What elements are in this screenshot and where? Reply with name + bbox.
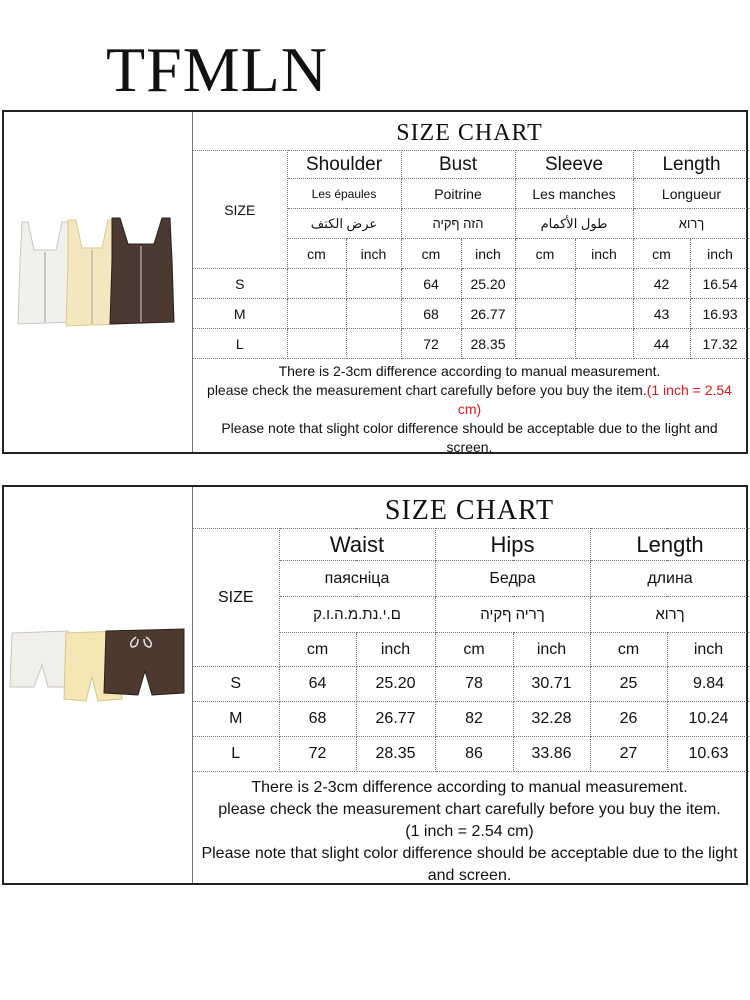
unit-cm: cm [435,633,513,667]
tops-size-sheet [193,112,746,455]
cell: 28.35 [356,737,435,772]
russian-waist: паясніца [279,561,435,597]
note-line-2-text: please check the measurement chart carefully before you buy the item. [207,382,647,398]
cell: 17.32 [690,329,750,359]
header-hips: Hips [435,529,590,561]
unit-inch: inch [513,633,590,667]
alt-length: ךרוא [633,209,750,239]
row-size: S [193,269,287,299]
note-line-1: There is 2-3cm difference according to manual measurement. [251,779,688,796]
size-chart-shorts [2,485,748,885]
measurement-note [193,362,746,457]
unit-cm: cm [515,239,575,269]
cell: 26.77 [356,702,435,737]
white-shorts [10,631,70,687]
cell: 26 [590,702,667,737]
unit-inch: inch [575,239,633,269]
note-line-3: Please note that slight color difference should be acceptable due to the light and screen. [201,845,738,884]
cell [515,269,575,299]
french-shoulder: Les épaules [287,179,401,209]
size-header: SIZE [193,151,287,269]
table-row [193,329,750,359]
cell: 78 [435,667,513,702]
cell [575,269,633,299]
unit-inch: inch [690,239,750,269]
french-length: Longueur [633,179,750,209]
table-row [193,269,750,299]
row-size: S [193,667,279,702]
unit-cm: cm [279,633,356,667]
measurement-note [193,777,746,887]
note-line-2: please check the measurement chart carefully before you buy the item.(1 inch = 2.54 cm) [218,801,721,840]
cell [515,299,575,329]
size-header: SIZE [193,529,279,667]
tank-tops-illustration [4,112,190,452]
header-waist: Waist [279,529,435,561]
row-size: M [193,299,287,329]
alt-shoulder: عرض الكتف [287,209,401,239]
cell: 72 [401,329,461,359]
cell [575,299,633,329]
header-bust: Bust [401,151,515,179]
hebrew-length: ךרוא [590,597,750,633]
header-sleeve: Sleeve [515,151,633,179]
russian-hips: Бедра [435,561,590,597]
alt-bust: הזה ףקיה [401,209,515,239]
cell [575,329,633,359]
unit-inch: inch [667,633,750,667]
cell: 25.20 [461,269,515,299]
shorts-product-image [4,487,193,883]
shorts-size-table [193,528,750,772]
row-size: L [193,329,287,359]
note-line-1: There is 2-3cm difference according to manual measurement. [278,363,661,379]
cell: 16.93 [690,299,750,329]
tops-product-image [4,112,193,452]
hebrew-waist: ם.י.נת.מ.ה.ו.ק [279,597,435,633]
french-bust: Poitrine [401,179,515,209]
unit-cm: cm [633,239,690,269]
cell: 43 [633,299,690,329]
inch-conversion-note: (1 inch = 2.54 cm) [457,382,732,417]
unit-cm: cm [401,239,461,269]
table-row [193,737,750,772]
cell: 9.84 [667,667,750,702]
header-length: Length [633,151,750,179]
table-row [193,667,750,702]
brown-shorts [104,629,184,695]
cell [287,299,346,329]
note-line-3: Please note that slight color difference should be acceptable due to the light and screen. [221,420,718,455]
table-row [193,299,750,329]
cell: 64 [279,667,356,702]
white-tank-top [18,222,74,324]
alt-sleeve: طول الأكمام [515,209,633,239]
cell: 16.54 [690,269,750,299]
french-sleeve: Les manches [515,179,633,209]
cell [287,269,346,299]
cell [515,329,575,359]
cell: 86 [435,737,513,772]
shorts-illustration [4,487,190,883]
cell: 33.86 [513,737,590,772]
size-chart-tops [2,110,748,454]
cell: 25.20 [356,667,435,702]
hebrew-hips: ךריה ףקיה [435,597,590,633]
header-shoulder: Shoulder [287,151,401,179]
cell: 68 [401,299,461,329]
brown-tank-top [110,218,174,324]
unit-inch: inch [356,633,435,667]
russian-length: длина [590,561,750,597]
cell: 44 [633,329,690,359]
cell: 28.35 [461,329,515,359]
shorts-size-sheet [193,487,746,883]
unit-inch: inch [461,239,515,269]
cell: 42 [633,269,690,299]
cell: 27 [590,737,667,772]
cell: 32.28 [513,702,590,737]
unit-cm: cm [590,633,667,667]
header-length: Length [590,529,750,561]
row-size: L [193,737,279,772]
cell: 10.24 [667,702,750,737]
tops-size-table [193,150,750,359]
cell: 30.71 [513,667,590,702]
row-size: M [193,702,279,737]
cell: 72 [279,737,356,772]
chart-title: SIZE CHART [384,495,555,526]
cell: 25 [590,667,667,702]
cell: 82 [435,702,513,737]
cell [346,299,401,329]
cell [346,269,401,299]
cell: 10.63 [667,737,750,772]
table-row [193,702,750,737]
unit-inch: inch [346,239,401,269]
cell: 64 [401,269,461,299]
cell: 26.77 [461,299,515,329]
unit-cm: cm [287,239,346,269]
brand-logo: TFMLN [106,34,328,105]
cell: 68 [279,702,356,737]
note-line-2 [193,381,746,419]
cell [346,329,401,359]
cell [287,329,346,359]
chart-title: SIZE CHART [396,120,543,146]
